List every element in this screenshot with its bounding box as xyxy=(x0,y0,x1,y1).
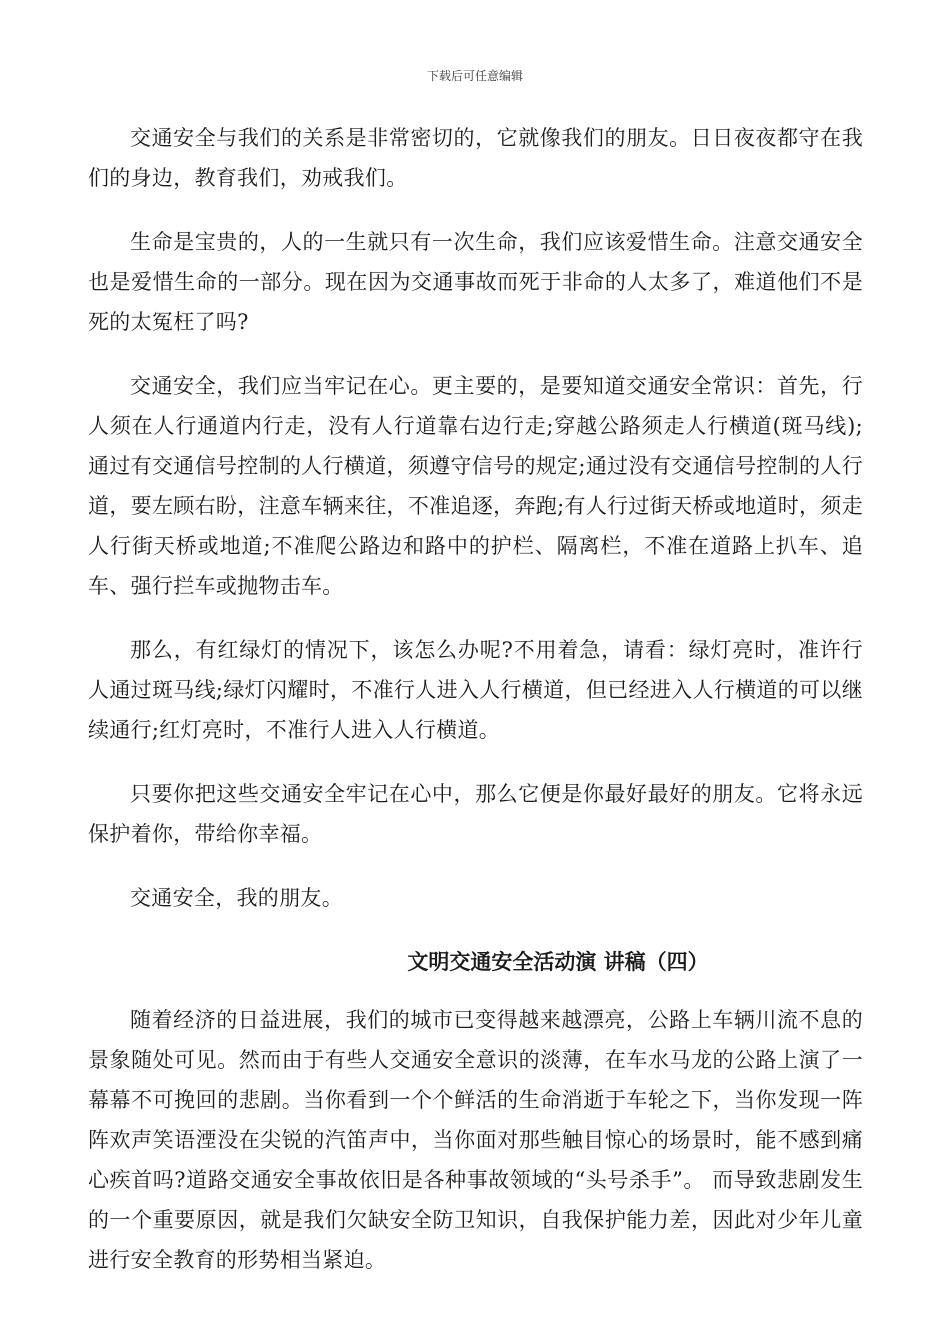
paragraph: 交通安全，我们应当牢记在心。更主要的，是要知道交通安全常识：首先，行人须在人行通道内行走，没有人行道靠右边行走;穿越公路须走人行横道(斑马线);通过有交通信号控制的人行横道，须遵守信号的规定;通过没有交通信号控制的人行道，要左顾右盼，注意车辆来往，不准追逐，奔跑;有人行过街天桥或地道时，须走人行街天桥或地道;不准爬公路边和路中的护栏、隔离栏，不准在道路上扒车、追车、强行拦车或抛物击车。 xyxy=(88,374,863,598)
document-body xyxy=(88,118,863,1304)
paragraph: 交通安全，我的朋友。 xyxy=(130,886,343,910)
paragraph: 生命是宝贵的，人的一生就只有一次生命，我们应该爱惜生命。注意交通安全也是爱惜生命的一部分。现在因为交通事故而死于非命的人太多了，难道他们不是死的太冤枉了吗? xyxy=(88,230,863,334)
paragraph: 只要你把这些交通安全牢记在心中，那么它便是你最好最好的朋友。它将永远保护着你，带给你幸福。 xyxy=(88,782,863,846)
page-header-note: 下载后可任意编辑 xyxy=(426,69,523,83)
section-heading: 文明交通安全活动演 讲稿（四） xyxy=(407,950,709,974)
paragraph: 随着经济的日益进展，我们的城市已变得越来越漂亮，公路上车辆川流不息的景象随处可见。然而由于有些人交通安全意识的淡薄，在车水马龙的公路上演了一幕幕不可挽回的悲剧。当你看到一个个鲜活的生命消逝于车轮之下，当你发现一阵阵欢声笑语湮没在尖锐的汽笛声中，当你面对那些触目惊心的场景时，能不感到痛心疾首吗?道路交通安全事故依旧是各种事故领域的“头号杀手”。 而导致悲剧发生的一个重要原因，就是我们欠缺安全防卫知识，自我保护能力差，因此对少年儿童进行安全教育的形势相当紧迫。 xyxy=(88,1008,863,1272)
paragraph: 交通安全与我们的关系是非常密切的，它就像我们的朋友。日日夜夜都守在我们的身边，教育我们，劝戒我们。 xyxy=(88,126,863,190)
paragraph: 那么，有红绿灯的情况下，该怎么办呢?不用着急，请看：绿灯亮时，准许行人通过斑马线;绿灯闪耀时，不准行人进入人行横道，但已经进入人行横道的可以继续通行;红灯亮时，不准行人进入人行横道。 xyxy=(88,638,863,742)
